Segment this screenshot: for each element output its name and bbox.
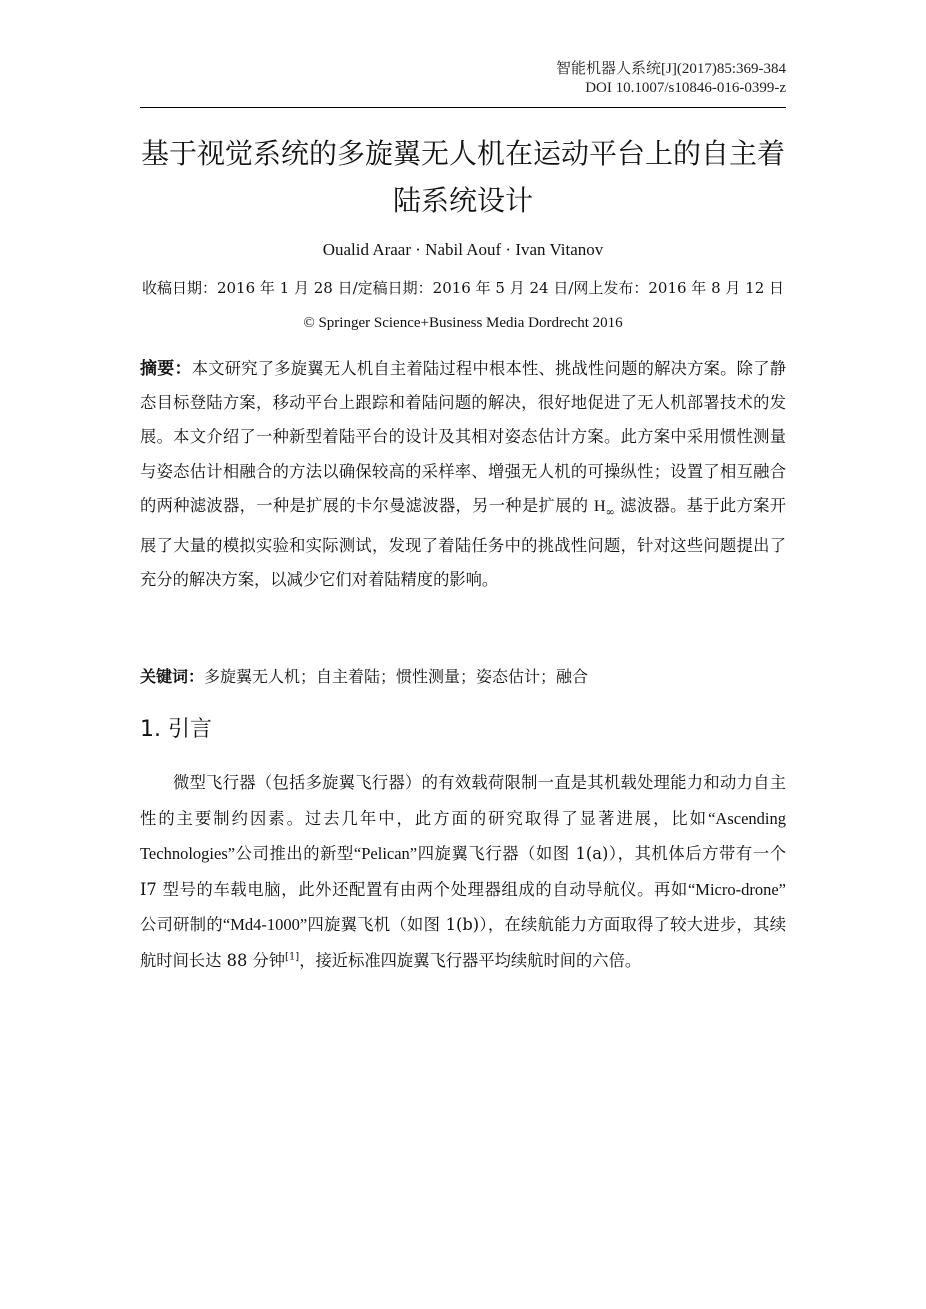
intro-text-4: “Pelican” [353,844,418,864]
intro-text-9: 四旋翼飞机（如图 1(b)），在续航能力方面取得了较大进步，其续航时间长达 88 分钟 [140,915,786,970]
authors: Oualid Araar · Nabil Aouf · Ivan Vitanov [322,240,604,259]
intro-text-7: 公司研制的 [140,915,223,935]
abstract [140,352,786,598]
intro-text-6: “Micro-drone” [687,879,786,899]
intro-paragraph [140,765,786,979]
publication-dates: 收稿日期：2016 年 1 月 28 日/定稿日期：2016 年 5 月 24 日/网上发布：2016 年 8 月 12 日 [141,279,785,297]
paper-title [110,130,816,224]
citation-ref-1[interactable]: [1] [285,951,300,963]
keywords-text: 多旋翼无人机；自主着陆；惯性测量；姿态估计；融合 [204,667,589,686]
keywords [140,662,786,692]
intro-text-2: “Ascending Technologies” [140,808,786,864]
h-infinity-letter: H [593,495,606,515]
copyright: © Springer Science+Business Media Dordrecht 2016 [303,315,623,331]
abstract-label: 摘要： [140,359,192,379]
keywords-label: 关键词： [140,667,205,686]
title-line-2: 陆系统设计 [392,184,533,217]
intro-text-3: 公司推出的新型 [235,844,354,864]
intro-text-1: 微型飞行器（包括多旋翼飞行器）的有效载荷限制一直是其机载处理能力和动力自主性的主要制约因素。过去几年中，此方面的研究取得了显著进展，比如 [140,773,786,828]
journal-citation: 智能机器人系统[J](2017)85:369-384 [556,61,786,77]
abstract-text-2: 滤波器。基于此方案开展了大量的模拟实验和实际测试，发现了着陆任务中的挑战性问题，针对这些问题提出了充分的解决方案，以减少它们对着陆精度的影响。 [140,495,786,590]
infinity-symbol: ∞ [605,505,615,519]
header-rule [140,107,786,108]
intro-text-10: ，接近标准四旋翼飞行器平均续航时间的六倍。 [299,950,642,970]
title-line-1: 基于视觉系统的多旋翼无人机在运动平台上的自主着 [140,137,785,170]
intro-text-5: 四旋翼飞行器（如图 1(a)），其机体后方带有一个 I7 型号的车载电脑，此外还配置有由两个处理器组成的自动导航仪。再如 [140,844,786,899]
doi: DOI 10.1007/s10846-016-0399-z [585,80,786,96]
section-heading-introduction: 1. 引言 [140,717,212,742]
running-header [140,60,786,98]
intro-text-8: “Md4-1000” [222,915,308,935]
abstract-text-1: 本文研究了多旋翼无人机自主着陆过程中根本性、挑战性问题的解决方案。除了静态目标登陆方案，移动平台上跟踪和着陆问题的解决，很好地促进了无人机部署技术的发展。本文介绍了一种新型着陆平台的设计及其相对姿态估计方案。此方案中采用惯性测量与姿态估计相融合的方法以确保较高的采样率、增强无人机的可操纵性；设置了相互融合的两种滤波器，一种是扩展的卡尔曼滤波器，另一种是扩展的 [140,359,786,515]
